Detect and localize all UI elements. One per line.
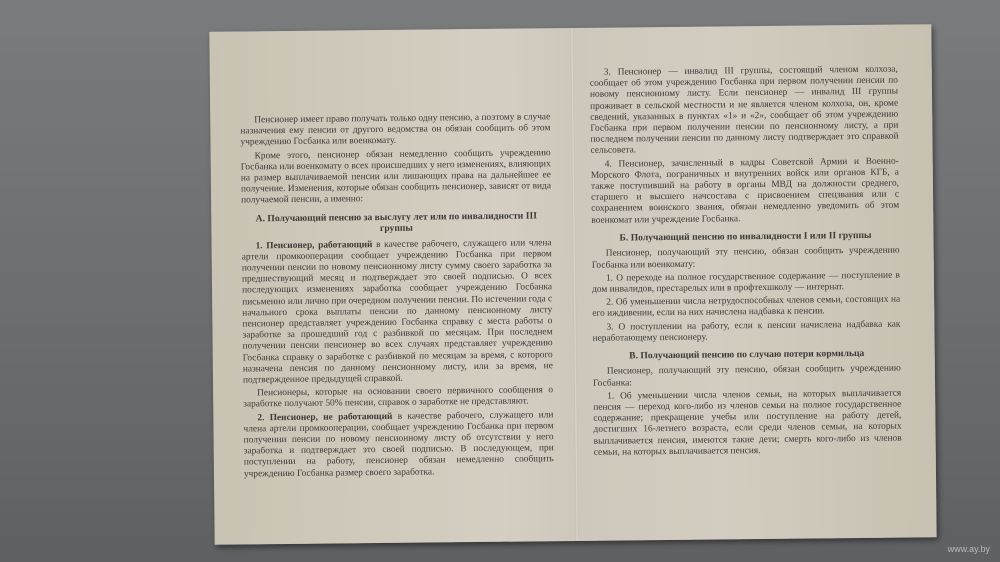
- section-b-item-1: 1. О переходе на полное государственное содержание — поступление в дом инвалидов, престарелых или в профтехшколу — интернат.: [592, 270, 900, 295]
- left-column: [240, 112, 554, 482]
- intro-paragraph-2: Кроме этого, пенсионер обязан немедленно сообщить учреждению Госбанка или военкомату о всех происшедших у него изменениях, влияющих на размер выплачиваемой пенсии или лишающих права на дальнейшее ее получение. Изменения, которые обязан сообщить пенсионер, зависят от вида получаемой пенсии, а именно:: [240, 147, 552, 206]
- section-a-item-1: [242, 238, 554, 387]
- section-b-item-3: 3. О поступлении на работу, если к пенсии начислена надбавка как неработающему пенсионеру.: [592, 319, 901, 344]
- item-2-lead: 2. Пенсионер, не работающий: [257, 411, 393, 423]
- item-1-text: в качестве рабочего, служащего или члена артели промкооперации сообщает учреждению Госбанка при первом получении пенсии по новому пенсионному листу сумму своего заработка за предшествующий месяц и подтверждает это своей подписью. О всех последующих изменениях заработка сообщает учреждению Госбанка письменно или лично при очередном получении пенсии. По истечении года с начального срока выплаты пенсии по данному пенсионному листу пенсионер представляет учреждению Госбанка справку с места работы о заработке за прошедший год с разбивкой по месяцам. При последнем получении пенсии пенсионер во всех случаях представляет учреждению Госбанка справку о заработке с разбивкой по месяцам за время, с которого назначена пенсия по данному пенсионному листу, или за время, не подтвержденное предыдущей справкой.: [241, 237, 553, 386]
- section-b-intro: Пенсионер, получающий эту пенсию, обязан сообщить учреждению Госбанка или военкомату:: [591, 245, 900, 271]
- section-a-note: Пенсионеры, которые на основании своего первичного сообщения о заработке получают 50% пенсии, справок о заработке не представляют.: [243, 385, 554, 410]
- right-column: [590, 65, 902, 461]
- section-v-heading: В. Получающий пенсию по случаю потери кормильца: [629, 347, 865, 362]
- section-a-item-4: 4. Пенсионер, зачисленный в кадры Советской Армии и Военно-Морского Флота, пограничных и внутренних войск или органов КГБ, а также поступивший на работу в органы МВД на должности среднего, старшего и высшего начсостава с присвоением спецзвания или с сохранением воинского звания, обязан немедленно уведомить об этом военкомат или учреждение Госбанка.: [590, 156, 900, 226]
- section-v-intro: Пенсионер, получающий эту пенсию, обязан сообщить учреждению Госбанка:: [592, 364, 901, 389]
- section-v-item-1: 1. Об уменьшении числа членов семьи, на которых выплачивается пенсия — переход кого-либо из членов семьи на полное государственное содержание; прекращение учебы или поступление на работу детей, достигших 16-летнего возраста, если среди членов семьи, на которых выплачивается пенсия, имеются такие дети; смерть кого-либо из членов семьи, на которых выплачивается пенсия.: [593, 388, 902, 458]
- document-sheet: [209, 24, 936, 545]
- section-a-item-2: [243, 410, 554, 480]
- paper-fold: [570, 28, 578, 541]
- section-a-heading: А. Получающий пенсию за выслугу лет или по инвалидности III группы: [255, 209, 537, 235]
- section-b-item-2: 2. Об уменьшении числа нетрудоспособных членов семьи, состоящих на его иждивении, если на них начислена надбавка к пенсии.: [592, 294, 901, 320]
- item-2-text: в качестве рабочего, служащего или члена артели промкооперации, сообщает учреждению Госбанка при первом получении пенсии по новому пенсионному листу об отсутствии у него заработка и подтверждает это своей подписью. В последующем, при поступлении на работу, пенсионер обязан немедленно сообщить учреждению Госбанка размер своего заработка.: [243, 409, 554, 480]
- section-a-item-3: 3. Пенсионер — инвалид III группы, состоящий членом колхоза, сообщает об этом учреждению Госбанка при первом получении пенсии по новому пенсионному листу. Если пенсионер — инвалид III группы проживает в сельской местности и не является членом колхоза, он, кроме сведений, указанных в пунктах «1» и «2», сообщает об этом учреждению Госбанка при первом получении пенсии по пенсионному листу, а при последнем получении пенсии по данному листу подтверждает это справкой сельсовета.: [589, 64, 899, 157]
- section-b-heading: Б. Получающий пенсию по инвалидности I или II группы: [619, 229, 872, 244]
- item-1-lead: 1. Пенсионер, работающий: [255, 239, 373, 251]
- intro-paragraph-1: Пенсионер имеет право получать только одну пенсию, а поэтому в случае назначения ему пенсии от другого ведомства он обязан сообщить об этом учреждению Госбанка или военкомату.: [240, 112, 551, 148]
- watermark: www.ay.by: [947, 544, 990, 554]
